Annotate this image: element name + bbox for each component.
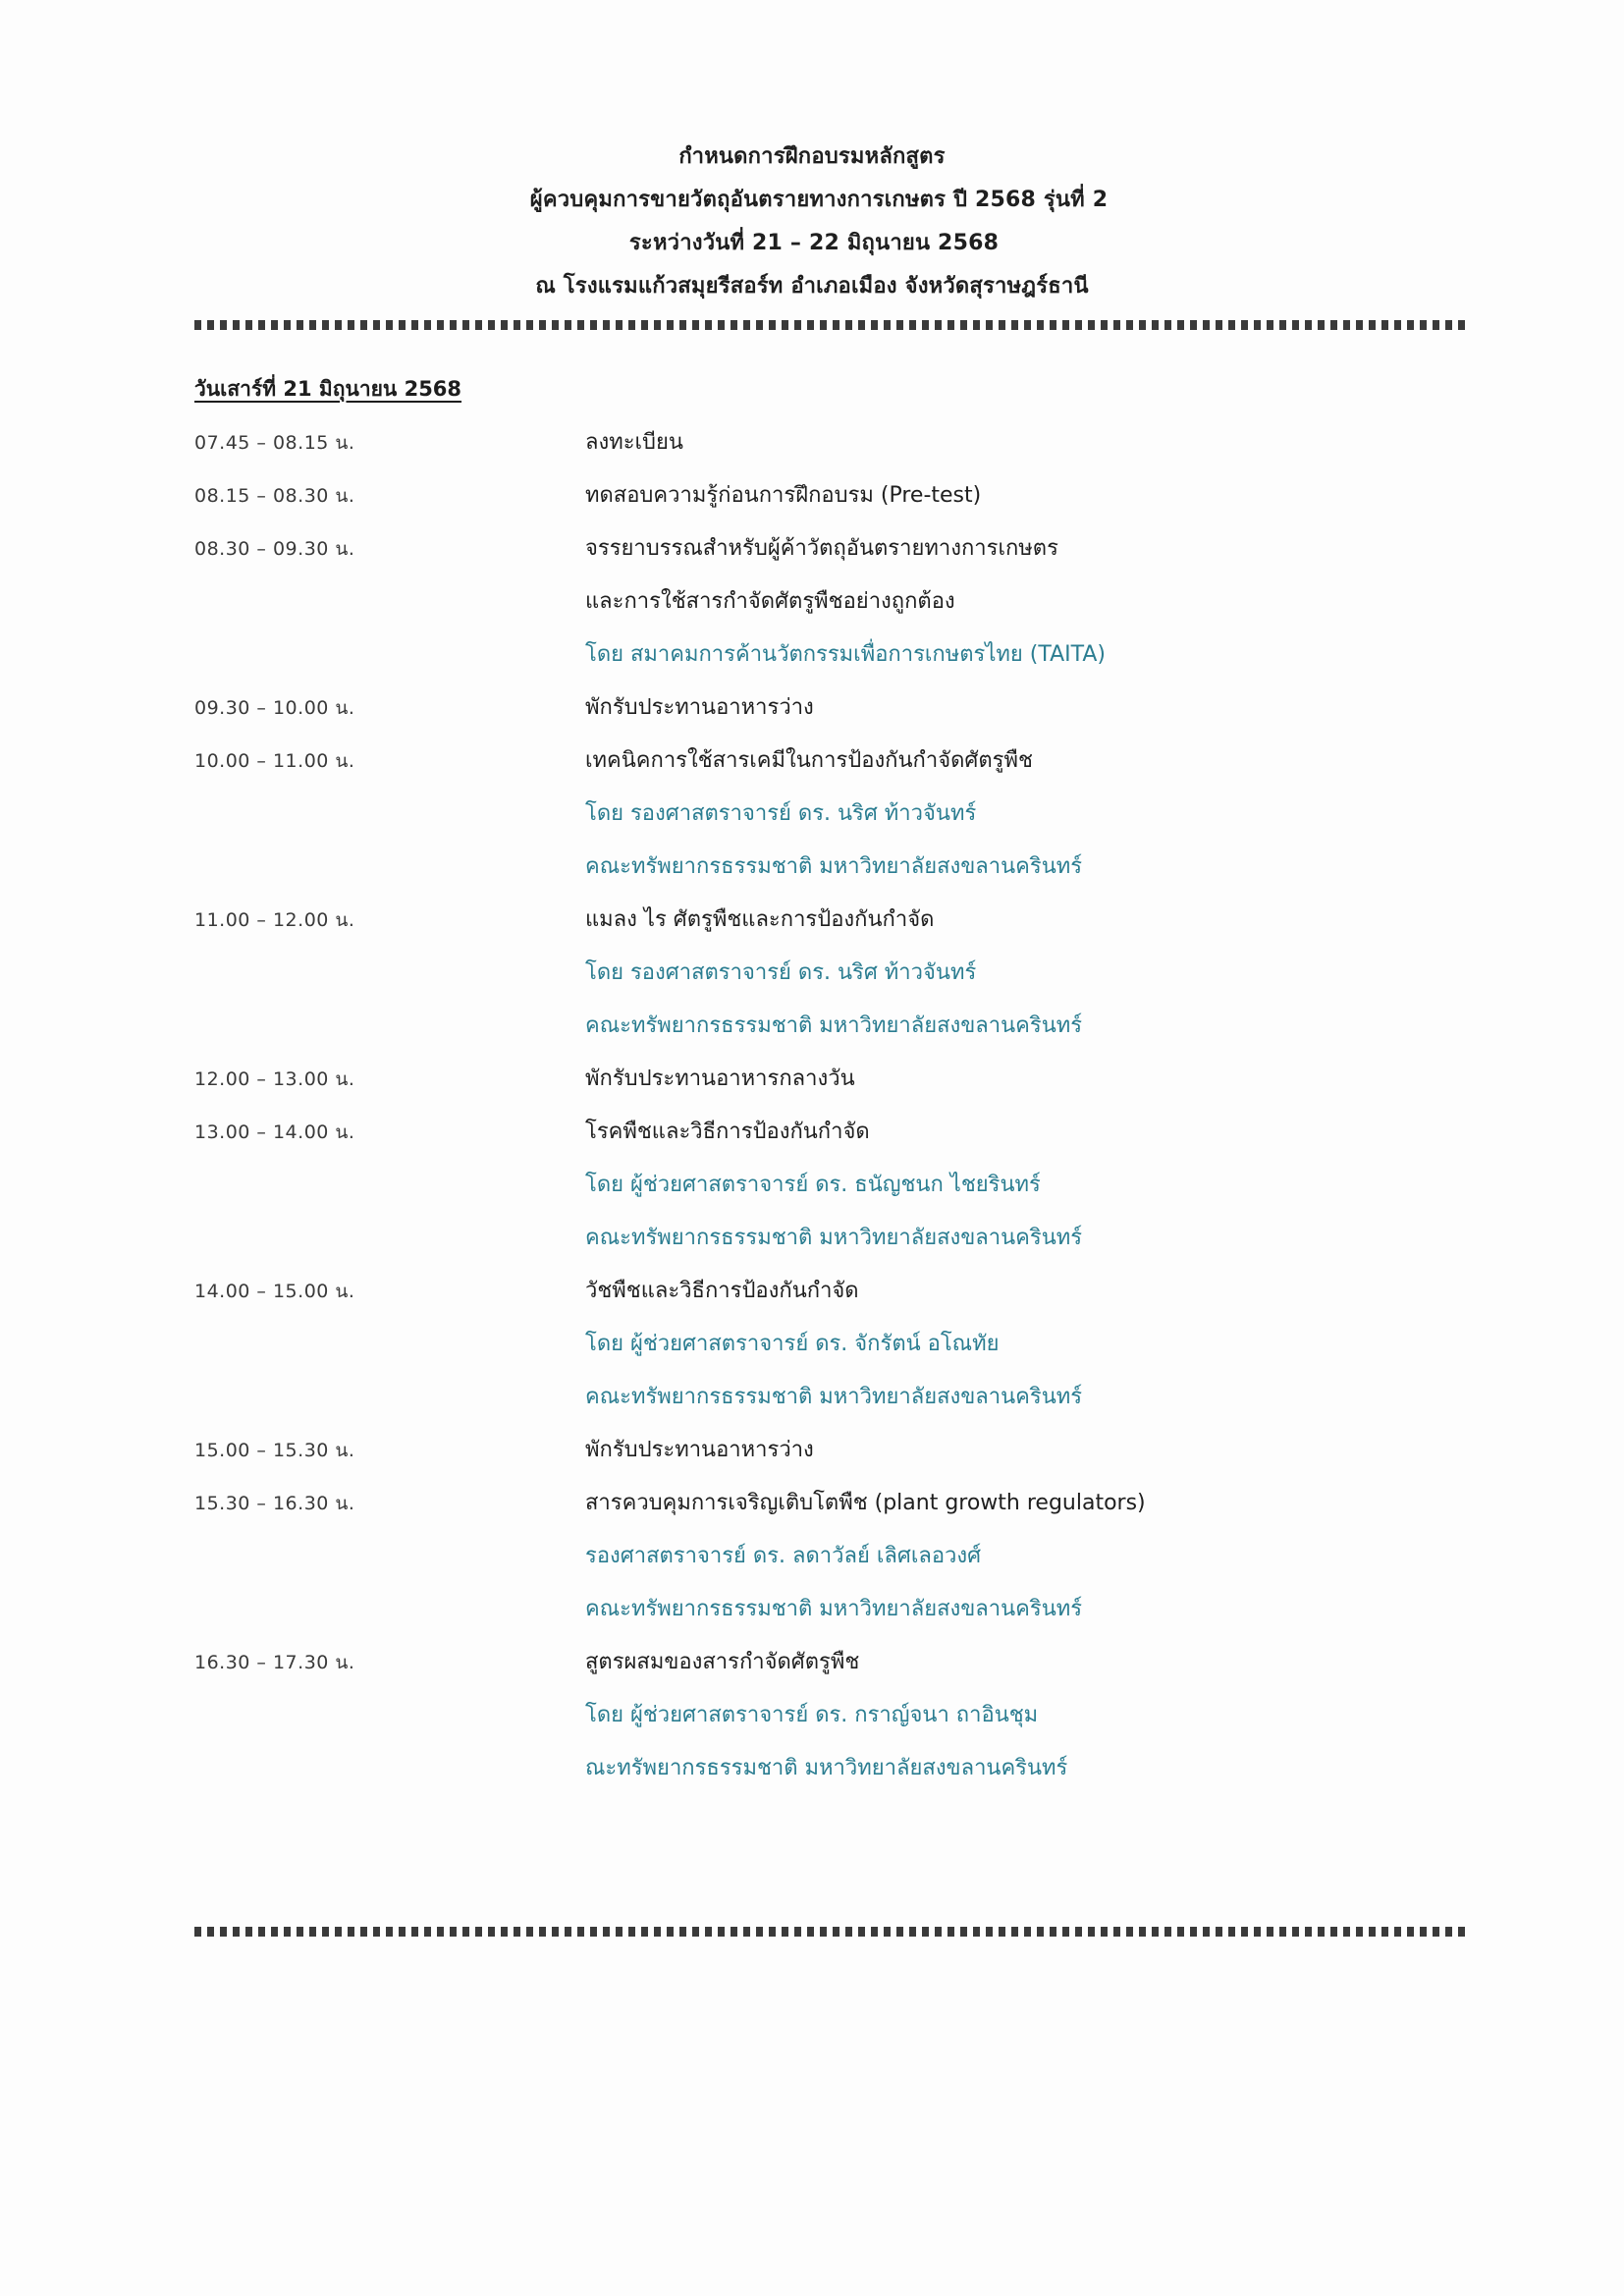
schedule-details [585,894,1465,1053]
schedule-topic-line: สารควบคุมการเจริญเติบโตพืช (plant growth regulators) [585,1491,1146,1515]
schedule-time: 08.15 – 08.30 น. [194,485,355,507]
schedule-time: 09.30 – 10.00 น. [194,697,355,719]
schedule-row [194,469,1465,522]
header-title: กำหนดการฝึกอบรมหลักสูตร [678,144,946,169]
schedule-details [585,735,1465,894]
schedule-topic-line: สูตรผสมของสารกำจัดศัตรูพืช [585,1650,860,1674]
schedule-speaker-line: โดย ผู้ช่วยศาสตราจารย์ ดร. จักรัตน์ อโณทัย [585,1332,1000,1356]
schedule-row [194,416,1465,469]
header-course-name: ผู้ควบคุมการขายวัตถุอันตรายทางการเกษตร ปี 2568 รุ่นที่ 2 [529,188,1109,212]
schedule-time: 15.00 – 15.30 น. [194,1440,355,1461]
schedule-row [194,1477,1465,1636]
top-dotted-divider [194,320,1465,330]
schedule-list [194,416,1465,1795]
schedule-details [585,682,1465,735]
schedule-topic-line: พักรับประทานอาหารว่าง [585,695,814,720]
schedule-time: 11.00 – 12.00 น. [194,909,355,931]
bottom-dotted-divider [194,1927,1465,1937]
day-heading: วันเสาร์ที่ 21 มิถุนายน 2568 [194,377,462,401]
schedule-details [585,1265,1465,1424]
schedule-speaker-line: โดย รองศาสตราจารย์ ดร. นริศ ท้าวจันทร์ [585,801,977,826]
schedule-details [585,1424,1465,1477]
schedule-time: 16.30 – 17.30 น. [194,1652,355,1673]
schedule-time: 10.00 – 11.00 น. [194,750,355,772]
schedule-details [585,522,1465,682]
schedule-time: 13.00 – 14.00 น. [194,1121,355,1143]
schedule-topic-line: เทคนิคการใช้สารเคมีในการป้องกันกำจัดศัตรูพืช [585,748,1033,773]
schedule-time: 12.00 – 13.00 น. [194,1068,355,1090]
schedule-speaker-line: โดย ผู้ช่วยศาสตราจารย์ ดร. ธนัญชนก ไชยรินทร์ [585,1173,1041,1197]
schedule-row [194,522,1465,682]
schedule-topic-line: วัชพืชและวิธีการป้องกันกำจัด [585,1279,859,1303]
schedule-row [194,1636,1465,1795]
schedule-row [194,1424,1465,1477]
schedule-speaker-line: คณะทรัพยากรธรรมชาติ มหาวิทยาลัยสงขลานครินทร์ [585,854,1083,879]
schedule-row [194,1053,1465,1106]
schedule-topic-line: จรรยาบรรณสำหรับผู้ค้าวัตถุอันตรายทางการเกษตร [585,536,1058,561]
header-dates: ระหว่างวันที่ 21 – 22 มิถุนายน 2568 [628,231,1000,255]
schedule-time: 15.30 – 16.30 น. [194,1493,355,1514]
schedule-speaker-line: รองศาสตราจารย์ ดร. ลดาวัลย์ เลิศเลอวงศ์ [585,1544,982,1568]
schedule-row [194,894,1465,1053]
schedule-speaker-line: โดย สมาคมการค้านวัตกรรมเพื่อการเกษตรไทย (TAITA) [585,642,1107,667]
schedule-time: 08.30 – 09.30 น. [194,538,355,560]
schedule-topic-line: พักรับประทานอาหารกลางวัน [585,1066,855,1091]
schedule-speaker-line: คณะทรัพยากรธรรมชาติ มหาวิทยาลัยสงขลานครินทร์ [585,1013,1083,1038]
schedule-details [585,1477,1465,1636]
schedule-details [585,1106,1465,1265]
schedule-speaker-line: คณะทรัพยากรธรรมชาติ มหาวิทยาลัยสงขลานครินทร์ [585,1226,1083,1250]
schedule-topic-line: ลงทะเบียน [585,430,683,455]
schedule-row [194,1106,1465,1265]
schedule-row [194,1265,1465,1424]
document-header [0,136,1624,308]
schedule-topic-line: แมลง ไร ศัตรูพืชและการป้องกันกำจัด [585,907,935,932]
schedule-speaker-line: คณะทรัพยากรธรรมชาติ มหาวิทยาลัยสงขลานครินทร์ [585,1385,1083,1409]
schedule-details [585,469,1465,522]
schedule-details [585,1053,1465,1106]
schedule-details [585,1636,1465,1795]
schedule-row [194,735,1465,894]
schedule-topic-line: พักรับประทานอาหารว่าง [585,1438,814,1462]
schedule-topic-line: ทดสอบความรู้ก่อนการฝึกอบรม (Pre-test) [585,483,982,508]
schedule-time: 14.00 – 15.00 น. [194,1281,355,1302]
header-venue: ณ โรงแรมแก้วสมุยรีสอร์ท อำเภอเมือง จังหวัดสุราษฎร์ธานี [535,274,1089,299]
schedule-topic-line: โรคพืชและวิธีการป้องกันกำจัด [585,1120,870,1144]
schedule-speaker-line: ณะทรัพยากรธรรมชาติ มหาวิทยาลัยสงขลานครินทร์ [585,1756,1068,1780]
schedule-row [194,682,1465,735]
schedule-time: 07.45 – 08.15 น. [194,432,355,454]
schedule-speaker-line: โดย รองศาสตราจารย์ ดร. นริศ ท้าวจันทร์ [585,960,977,985]
schedule-topic-line: และการใช้สารกำจัดศัตรูพืชอย่างถูกต้อง [585,589,955,614]
schedule-speaker-line: โดย ผู้ช่วยศาสตราจารย์ ดร. กราญ์จนา ถาอินชุม [585,1703,1039,1727]
schedule-speaker-line: คณะทรัพยากรธรรมชาติ มหาวิทยาลัยสงขลานครินทร์ [585,1597,1083,1621]
schedule-details [585,416,1465,469]
